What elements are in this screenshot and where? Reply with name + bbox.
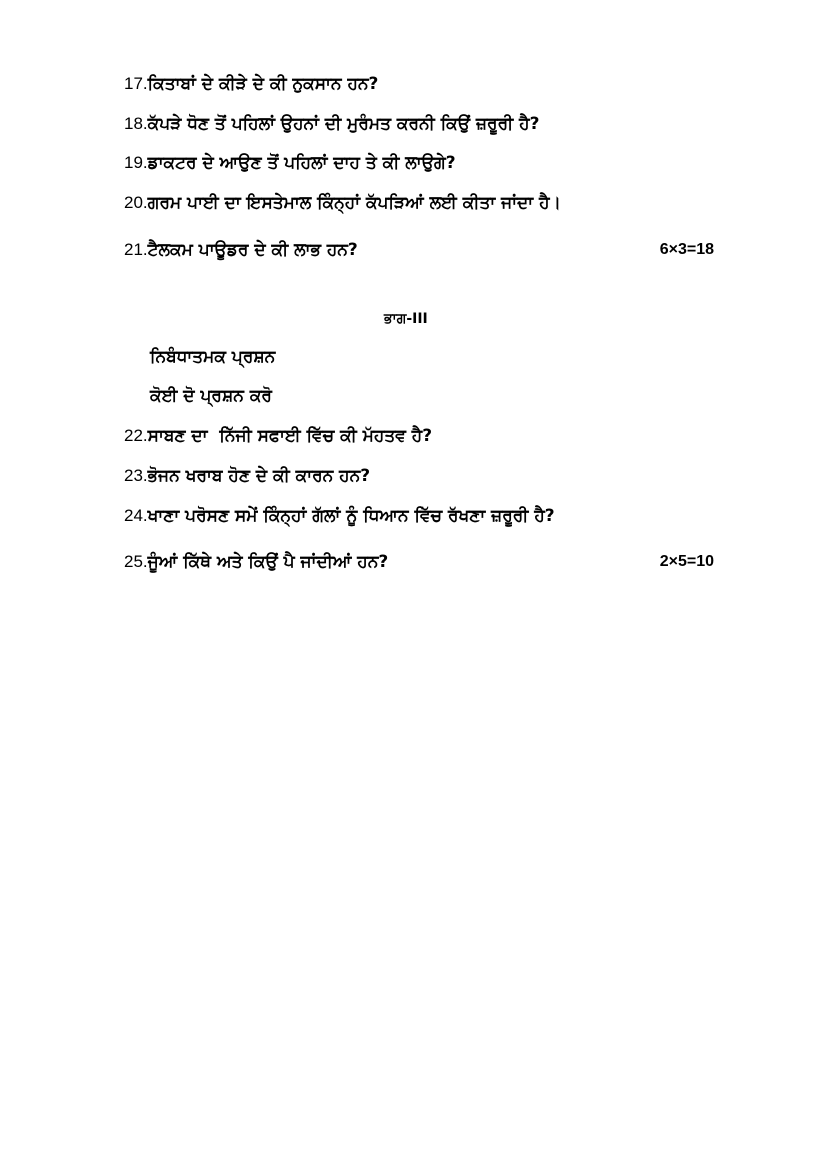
question-text: ਖਾਣਾ ਪਰੋਸਣ ਸਮੇਂ ਕਿੰਨ੍ਹਾਂ ਗੱਲਾਂ ਨੂੰ ਧਿਆਨ ਵਿੱਚ ਰੱਖਣਾ ਜ਼ਰੂਰੀ ਹੈ? [147,506,555,526]
question-number: 18. [124,114,148,133]
question-number: 21. [124,240,148,259]
question-text: ਭੋਜਨ ਖਰਾਬ ਹੋਣ ਦੇ ਕੀ ਕਾਰਨ ਹਨ? [147,466,371,486]
section-title: ਭਾਗ-III [384,311,428,327]
section-subtitle: ਨਿਬੰਧਾਤਮਕ ਪ੍ਰਸ਼ਨ [150,347,276,367]
question-text: ਜੂੰਆਂ ਕਿੱਥੇ ਅਤੇ ਕਿਉਂ ਪੈ ਜਾਂਦੀਆਂ ਹਨ? [147,552,389,572]
question-24 [124,503,714,529]
question-text: ਟੈਲਕਮ ਪਾਊਡਰ ਦੇ ਕੀ ਲਾਭ ਹਨ? [147,240,358,260]
question-number: 20. [124,193,148,212]
question-18 [124,111,714,137]
question-21 [124,237,714,263]
question-19 [124,150,714,176]
marks-allocation: 2×5=10 [659,553,714,570]
question-number: 22. [124,426,148,445]
question-number: 23. [124,466,148,485]
question-text: ਕੱਪੜੇ ਧੋਣ ਤੋਂ ਪਹਿਲਾਂ ਉਹਨਾਂ ਦੀ ਮੁਰੰਮਤ ਕਰਨੀ ਕਿਉਂ ਜ਼ਰੂਰੀ ਹੈ? [147,114,540,134]
marks-allocation: 6×3=18 [659,241,714,258]
question-text: ਸਾਬਣ ਦਾ ਨਿੱਜੀ ਸਫਾਈ ਵਿੱਚ ਕੀ ਮੱਹਤਵ ਹੈ? [147,426,433,446]
question-number: 24. [124,506,148,525]
question-17 [124,71,714,97]
section-instruction: ਕੋਈ ਦੋ ਪ੍ਰਸ਼ਨ ਕਰੋ [150,386,272,406]
question-20 [124,190,714,216]
question-number: 17. [124,74,148,93]
question-22 [124,423,714,449]
question-text: ਕਿਤਾਬਾਂ ਦੇ ਕੀੜੇ ਦੇ ਕੀ ਨੁਕਸਾਨ ਹਨ? [147,74,379,94]
question-number: 25. [124,552,148,571]
question-23 [124,463,714,489]
question-number: 19. [124,153,148,172]
question-text: ਡਾਕਟਰ ਦੇ ਆਉਣ ਤੋਂ ਪਹਿਲਾਂ ਦਾਹ ਤੇ ਕੀ ਲਾਉਗੇ? [147,153,456,173]
question-25 [124,549,714,575]
question-text: ਗਰਮ ਪਾਈ ਦਾ ਇਸਤੇਮਾਲ ਕਿੰਨ੍ਹਾਂ ਕੱਪੜਿਆਂ ਲਈ ਕੀਤਾ ਜਾਂਦਾ ਹੈ। [147,193,561,213]
